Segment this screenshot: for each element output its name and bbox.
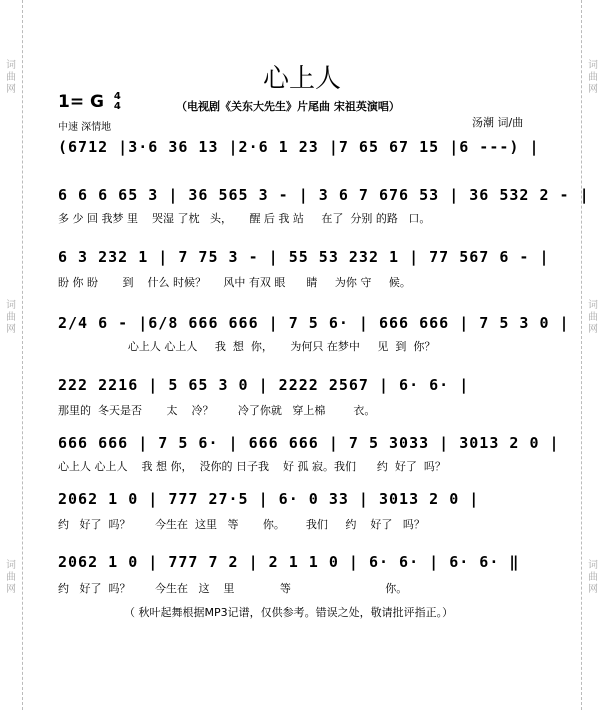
watermark-5: 曲 (6, 312, 16, 323)
watermark-3: 网 (6, 84, 16, 95)
footer-note: （ 秋叶起舞根据MP3记谱，仅供参考。错误之处，敬请批评指正。） (124, 606, 454, 619)
watermark-6: 网 (6, 324, 16, 335)
watermark-9: 网 (6, 584, 16, 595)
time-top: 4 (113, 91, 121, 102)
subtitle: （电视剧《关东大先生》片尾曲 宋祖英演唱） (176, 100, 400, 113)
watermark-1: 词 (6, 60, 16, 71)
score-line-8: 2062 1 0 | 777 7 2 | 2 1 1 0 | 6· 6· | 6· 6· ‖ (58, 553, 520, 571)
watermark-12: 网 (588, 84, 598, 95)
time-bottom: 4 (113, 101, 121, 112)
right-border (581, 0, 604, 710)
key-label: 1= G (58, 92, 104, 112)
watermark-10: 词 (588, 60, 598, 71)
page-title: 心上人 (262, 64, 341, 94)
score-line-1: (6712 |3·6 36 13 |2·6 1 23 |7 65 67 15 |6 ---) | (58, 138, 540, 156)
watermark-17: 曲 (588, 572, 598, 583)
watermark-13: 词 (588, 300, 598, 311)
score-line-3: 6 3 232 1 | 7 75 3 - | 55 53 232 1 | 77 567 6 - | (58, 248, 550, 266)
time-signature (114, 92, 121, 112)
lyric-line-5: 那里的 冬天是否 太 冷？ 冷了你就 穿上棉 衣。 (58, 404, 376, 417)
left-border (0, 0, 23, 710)
watermark-7: 词 (6, 560, 16, 571)
watermark-15: 网 (588, 324, 598, 335)
tempo-mark: 中速 深情地 (58, 122, 112, 133)
score-line-2: 6 6 6 65 3 | 36 565 3 - | 3 6 7 676 53 | 36 532 2 - | (58, 186, 590, 204)
watermark-14: 曲 (588, 312, 598, 323)
watermark-2: 曲 (6, 72, 16, 83)
score-line-4: 2/4 6 - |6/8 666 666 | 7 5 6· | 666 666 | 7 5 3 0 | (58, 314, 570, 332)
score-line-5: 222 2216 | 5 65 3 0 | 2222 2567 | 6· 6· | (58, 376, 470, 394)
watermark-16: 词 (588, 560, 598, 571)
key-signature (58, 92, 121, 112)
watermark-4: 词 (6, 300, 16, 311)
watermark-18: 网 (588, 584, 598, 595)
credit: 汤潮 词/曲 (472, 116, 524, 129)
lyric-line-6: 心上人 心上人 我 想 你， 没你的 日子我 好 孤 寂。我们 约 好了 吗？ (58, 460, 446, 473)
score-page (24, 0, 590, 710)
lyric-line-4: 心上人 心上人 我 想 你， 为何只 在梦中 见 到 你？ (58, 340, 436, 353)
watermark-11: 曲 (588, 72, 598, 83)
score-line-6: 666 666 | 7 5 6· | 666 666 | 7 5 3033 | 3013 2 0 | (58, 434, 560, 452)
score-line-7: 2062 1 0 | 777 27·5 | 6· 0 33 | 3013 2 0 | (58, 490, 480, 508)
lyric-line-8: 约 好了 吗？ 今生在 这 里 等 你。 (58, 582, 408, 595)
lyric-line-3: 盼 你 盼 到 什么 时候？ 风中 有双 眼 睛 为你 守 候。 (58, 276, 411, 289)
lyric-line-7: 约 好了 吗？ 今生在 这里 等 你。 我们 约 好了 吗？ (58, 518, 425, 531)
watermark-8: 曲 (6, 572, 16, 583)
lyric-line-2: 多 少 回 我梦 里 哭湿 了枕 头， 醒 后 我 站 在了 分别 的路 口。 (58, 212, 431, 225)
